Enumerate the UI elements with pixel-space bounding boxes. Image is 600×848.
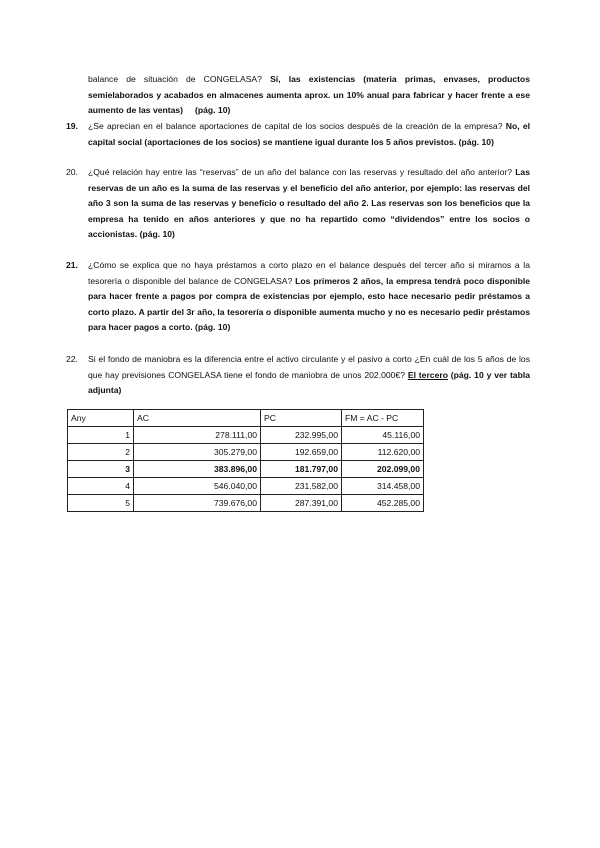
table-header-row xyxy=(68,410,424,427)
cell-pc: 232.995,00 xyxy=(261,427,342,444)
cell-year: 4 xyxy=(68,478,134,495)
question-20 xyxy=(66,165,530,243)
cell-ac: 278.111,00 xyxy=(134,427,261,444)
cell-fm: 202.099,00 xyxy=(342,461,424,478)
question-19 xyxy=(66,119,530,150)
cell-year: 1 xyxy=(68,427,134,444)
working-capital-table xyxy=(67,409,424,512)
table-row xyxy=(68,478,424,495)
q18-text: balance de situación de CONGELASA? xyxy=(88,74,271,84)
cell-fm: 314.458,00 xyxy=(342,478,424,495)
question-18-continuation xyxy=(88,72,530,119)
cell-year: 2 xyxy=(68,444,134,461)
q21-number: 21. xyxy=(66,260,78,270)
cell-fm: 45.116,00 xyxy=(342,427,424,444)
q20-answer: Las reservas de un año es la suma de las reservas y el beneficio del año anterior, por ejemplo: las reservas del año 3 son la suma de las reservas y beneficio o resultado del año 2. Las reservas son los beneficios que la empresa ha tenido en años anteriores y que no ha repartido como “dividendos” entre los socios o accionistas. (pág. 10) xyxy=(88,167,530,240)
q18-answer: Sí, las existencias (materia primas, envases, productos semielaborados y acabados en almacenes aumenta aprox. un 10% anual para fabricar y hacer frente a ese aumento de las ventas) xyxy=(88,74,530,116)
q19-number: 19. xyxy=(66,121,78,131)
header-cell-year: Any xyxy=(68,410,134,427)
q22-number: 22. xyxy=(66,354,78,364)
cell-pc: 192.659,00 xyxy=(261,444,342,461)
cell-ac: 739.676,00 xyxy=(134,495,261,512)
cell-year: 3 xyxy=(68,461,134,478)
cell-pc: 231.582,00 xyxy=(261,478,342,495)
cell-ac: 383.896,00 xyxy=(134,461,261,478)
header-cell-ac: AC xyxy=(134,410,261,427)
header-cell-fm: FM = AC - PC xyxy=(342,410,424,427)
q21-answer: Los primeros 2 años, la empresa tendrá poco disponible para hacer frente a pagos por compra de existencias por ejemplo, esto hace necesario pedir préstamos a corto plazo. A partir del 3r año, la tesorería o disponible aumenta mucho y no es necesario pedir préstamos para hacer pagos a corto. (pág. 10) xyxy=(88,275,530,333)
table-row xyxy=(68,495,424,512)
question-21 xyxy=(66,258,530,336)
q20-number: 20. xyxy=(66,167,78,177)
cell-ac: 305.279,00 xyxy=(134,444,261,461)
question-22 xyxy=(66,352,530,399)
q18-page-ref: (pág. 10) xyxy=(195,105,231,116)
cell-fm: 452.285,00 xyxy=(342,495,424,512)
q22-answer: El tercero xyxy=(407,369,448,380)
q22-page-ref: (pág. 10 y ver tabla adjunta) xyxy=(88,369,530,396)
table-row xyxy=(68,427,424,444)
q19-text: ¿Se aprecian en el balance aportaciones de capital de los socios después de la creación de la empresa? xyxy=(88,121,506,131)
q19-answer: No, el capital social (aportaciones de los socios) se mantiene igual durante los 5 años previstos. (pág. 10) xyxy=(88,121,530,147)
cell-fm: 112.620,00 xyxy=(342,444,424,461)
cell-ac: 546.040,00 xyxy=(134,478,261,495)
cell-pc: 287.391,00 xyxy=(261,495,342,512)
q20-text: ¿Qué relación hay entre las “reservas” de un año del balance con las reservas y resultado del año anterior? xyxy=(88,167,516,177)
q21-text: ¿Cómo se explica que no haya préstamos a corto plazo en el balance después del tercer año si miramos a la tesorería o disponible del balance de CONGELASA? xyxy=(88,260,530,286)
q22-text: Si el fondo de maniobra es la diferencia entre el activo circulante y el pasivo a corto ¿En cuál de los 5 años de los que hay previsiones CONGELASA tiene el fondo de maniobra de unos 202.000€? xyxy=(88,354,530,380)
table-row-highlighted xyxy=(68,461,424,478)
table-row xyxy=(68,444,424,461)
cell-pc: 181.797,00 xyxy=(261,461,342,478)
header-cell-pc: PC xyxy=(261,410,342,427)
cell-year: 5 xyxy=(68,495,134,512)
